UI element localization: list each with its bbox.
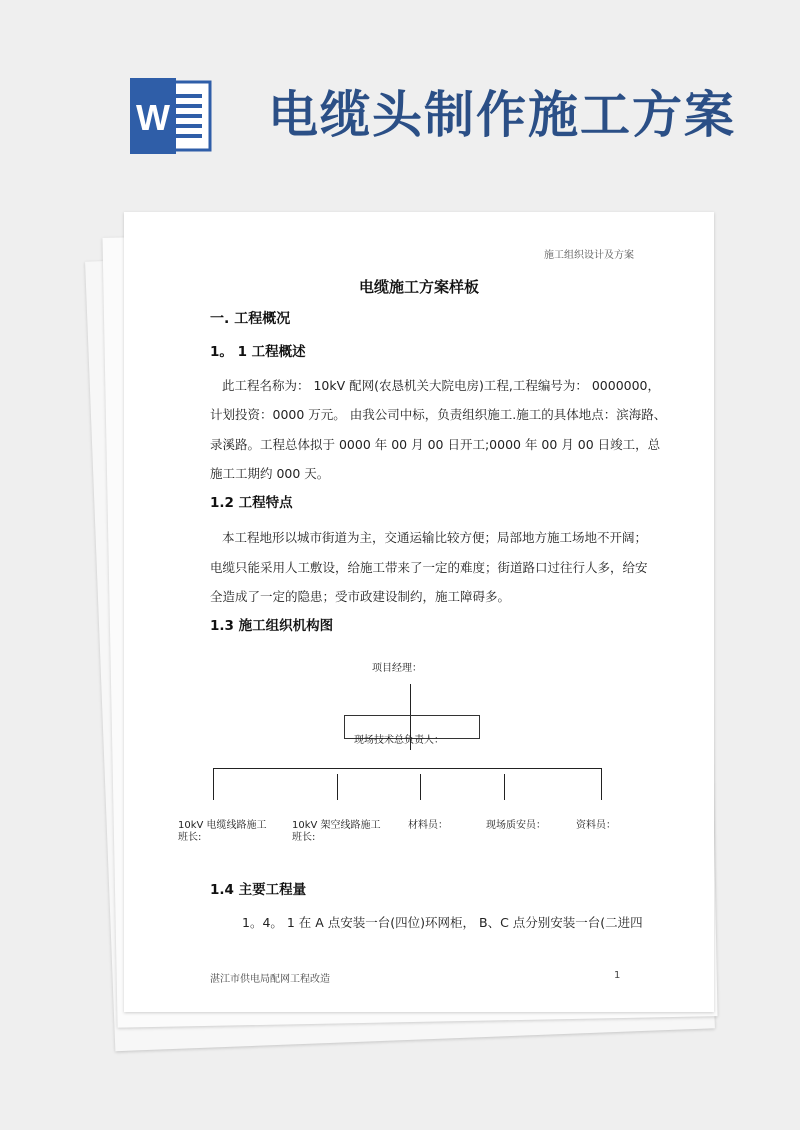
section-heading-1: 一. 工程概况 xyxy=(210,311,291,327)
features-line: 本工程地形以城市街道为主，交通运输比较方便；局部地方施工场地不开阔； xyxy=(222,530,648,545)
org-leaf-materials: 材料员： xyxy=(408,820,448,831)
org-leaf-documents: 资料员： xyxy=(576,820,616,831)
document-page xyxy=(124,212,714,1012)
overview-line: 计划投资：0000 万元。 由我公司中标，负责组织施工.施工的具体地点：滨海路、 xyxy=(210,407,667,422)
document-title: 电缆施工方案样板 xyxy=(358,278,479,296)
features-line: 电缆只能采用人工敷设，给施工带来了一定的难度；街道路口过往行人多，给安 xyxy=(210,560,648,575)
section-heading-1-1: 1。 1 工程概述 xyxy=(210,344,306,360)
org-connector xyxy=(213,768,214,800)
org-connector xyxy=(601,768,602,800)
org-leaf-overhead-crew: 10kV 架空线路施工 xyxy=(292,820,381,831)
features-line: 全造成了一定的隐患；受市政建设制约，施工障碍多。 xyxy=(210,589,511,604)
org-leaf-cable-crew: 10kV 电缆线路施工 xyxy=(178,820,267,831)
org-node-manager: 项目经理： xyxy=(372,663,422,674)
page-footer: 湛江市供电局配网工程改造 xyxy=(210,974,330,985)
word-logo-icon xyxy=(130,78,212,154)
org-connector xyxy=(420,774,421,800)
overview-line: 录溪路。工程总体拟于 0000 年 00 月 00 日开工;0000 年 00 月 00 日竣工，总 xyxy=(210,437,661,452)
org-leaf-quality-safety: 现场质安员： xyxy=(486,820,546,831)
org-branch-line xyxy=(213,768,601,769)
quantity-line: 1。4。 1 在 A 点安装一台(四位)环网柜， B、C 点分别安装一台(二进四 xyxy=(242,915,643,930)
org-connector xyxy=(504,774,505,800)
section-heading-1-4: 1.4 主要工程量 xyxy=(210,882,307,898)
overview-line: 施工工期约 000 天。 xyxy=(210,466,330,481)
banner-title: 电缆头制作施工方案 xyxy=(268,85,736,144)
org-leaf-overhead-crew-role: 班长: xyxy=(292,832,316,843)
page-number: 1 xyxy=(614,970,621,981)
word-logo-letter: W xyxy=(136,97,170,138)
running-head: 施工组织设计及方案 xyxy=(544,250,634,261)
overview-line: 此工程名称为： 10kV 配网(农恳机关大院电房)工程,工程编号为： 0000000， xyxy=(222,378,661,393)
org-leaf-cable-crew-role: 班长: xyxy=(178,832,202,843)
section-heading-1-3: 1.3 施工组织机构图 xyxy=(210,618,334,634)
section-heading-1-2: 1.2 工程特点 xyxy=(210,495,293,511)
org-node-tech-lead: 现场技术总负责人： xyxy=(354,735,444,746)
org-connector xyxy=(337,774,338,800)
